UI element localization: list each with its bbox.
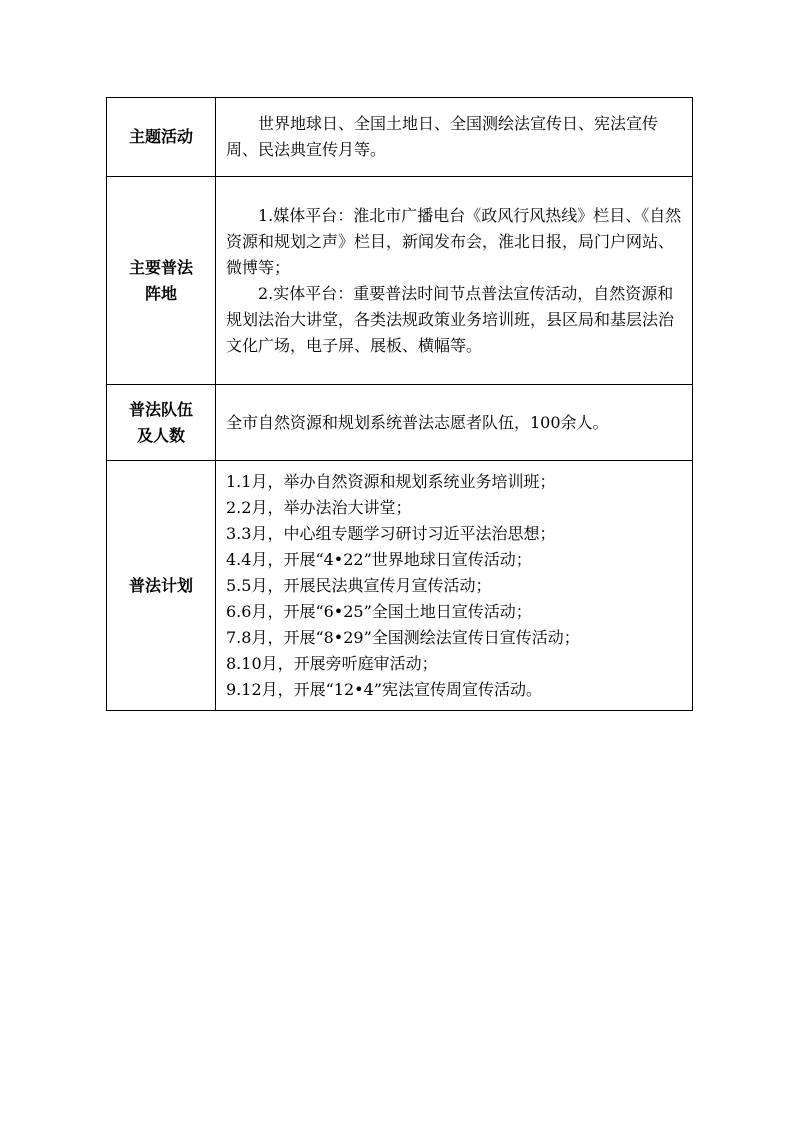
team-label-line2: 及人数	[136, 425, 185, 445]
table-row-platform	[107, 177, 693, 385]
plan-item: 6.6月，开展“6•25”全国土地日宣传活动；	[226, 601, 532, 621]
platform-item-physical: 2.实体平台：重要普法时间节点普法宣传活动，自然资源和规划法治大讲堂，各类法规政策业务培训班，县区局和基层法治文化广场，电子屏、展板、横幅等。	[226, 283, 675, 355]
team-label-line1: 普法队伍	[128, 399, 193, 419]
plan-item: 2.2月，举办法治大讲堂；	[226, 497, 412, 517]
platform-label	[107, 177, 216, 385]
platform-content	[216, 177, 693, 385]
plan-item: 1.1月，举办自然资源和规划系统业务培训班；	[226, 471, 556, 491]
platform-label-line2: 阵地	[144, 283, 177, 303]
plan-item: 8.10月，开展旁听庭审活动；	[226, 653, 438, 673]
team-text: 全市自然资源和规划系统普法志愿者队伍，100余人。	[226, 412, 609, 432]
plan-content	[216, 461, 693, 711]
plan-item: 4.4月，开展“4•22”世界地球日宣传活动；	[226, 549, 532, 569]
law-promotion-table	[106, 97, 693, 711]
team-label	[107, 385, 216, 461]
theme-label: 主题活动	[107, 98, 216, 177]
table-row-plan	[107, 461, 693, 711]
platform-item-media: 1.媒体平台：淮北市广播电台《政风行风热线》栏目、《自然资源和规划之声》栏目，新闻发布会，淮北日报，局门户网站、微博等；	[226, 205, 682, 277]
theme-text: 世界地球日、全国土地日、全国测绘法宣传日、宪法宣传周、民法典宣传月等。	[226, 114, 659, 159]
plan-item: 5.5月，开展民法典宣传月宣传活动；	[226, 575, 492, 595]
plan-item: 7.8月，开展“8•29”全国测绘法宣传日宣传活动；	[226, 627, 580, 647]
platform-label-line1: 主要普法	[128, 257, 193, 277]
team-content	[216, 385, 693, 461]
table-row-team	[107, 385, 693, 461]
plan-label: 普法计划	[107, 461, 216, 711]
plan-item: 9.12月，开展“12•4”宪法宣传周宣传活动。	[226, 679, 542, 699]
table-row-theme	[107, 98, 693, 177]
plan-item: 3.3月，中心组专题学习研讨习近平法治思想；	[226, 523, 556, 543]
theme-content	[216, 98, 693, 177]
